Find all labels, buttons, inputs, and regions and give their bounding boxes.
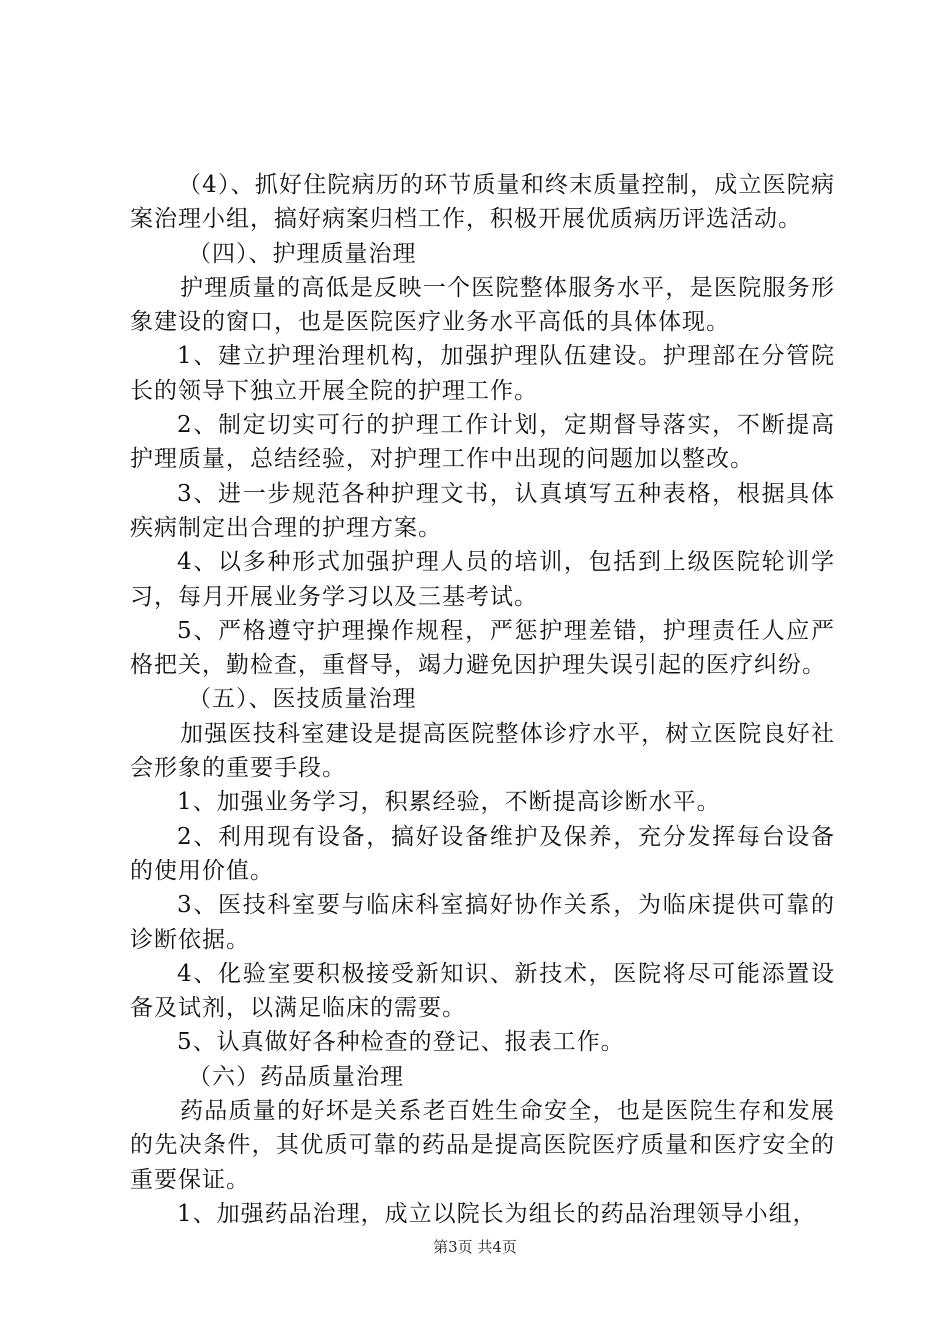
list-item-medical-tech-5: 5、认真做好各种检查的登记、报表工作。 [177,1029,625,1056]
section-heading-medical-tech-quality: （五）、医技质量治理 [188,686,417,713]
list-item-medical-tech-4: 4、化验室要积极接受新知识、新技术，医院将尽可能添置设备及试剂，以满足临床的需要。 [130,960,835,1022]
list-item-nursing-5: 5、严格遵守护理操作规程，严惩护理差错，护理责任人应严格把关，勤检查，重督导，竭力避免因护理失误引起的医疗纠纷。 [130,617,835,679]
paragraph-nursing-intro: 护理质量的高低是反映一个医院整体服务水平，是医院服务形象建设的窗口，也是医院医疗业务水平高低的具体体现。 [130,274,835,336]
list-item-medical-tech-1: 1、加强业务学习，积累经验，不断提高诊断水平。 [177,789,721,816]
list-item-drug-1: 1、加强药品治理，成立以院长为组长的药品治理领导小组， [177,1200,817,1227]
list-item-nursing-4: 4、以多种形式加强护理人员的培训，包括到上级医院轮训学习，每月开展业务学习以及三基考试。 [130,549,835,610]
page-footer: 第3页 共4页 [433,1238,517,1256]
list-item-medical-tech-3: 3、医技科室要与临床科室搞好协作关系，为临床提供可靠的诊断依据。 [130,892,835,953]
list-item-nursing-3: 3、进一步规范各种护理文书，认真填写五种表格，根据具体疾病制定出合理的护理方案。 [130,480,835,541]
paragraph-item-4-case-records: （4）、抓好住院病历的环节质量和终末质量控制，成立医院病案治理小组，搞好病案归档工作，积极开展优质病历评选活动。 [130,172,835,233]
list-item-medical-tech-2: 2、利用现有设备，搞好设备维护及保养，充分发挥每台设备的使用价值。 [130,823,835,884]
list-item-nursing-1: 1、建立护理治理机构，加强护理队伍建设。护理部在分管院长的领导下独立开展全院的护理工作。 [130,343,835,404]
paragraph-medical-tech-intro: 加强医技科室建设是提高医院整体诊疗水平，树立医院良好社会形象的重要手段。 [130,720,835,782]
section-heading-drug-quality: （六）药品质量治理 [188,1063,404,1090]
list-item-nursing-2: 2、制定切实可行的护理工作计划，定期督导落实，不断提高护理质量，总结经验，对护理工作中出现的问题加以整改。 [130,412,835,473]
document-body [130,168,835,1231]
paragraph-drug-intro: 药品质量的好坏是关系老百姓生命安全，也是医院生存和发展的先决条件，其优质可靠的药品是提高医院医疗质量和医疗安全的重要保证。 [130,1098,835,1193]
section-heading-nursing-quality: （四）、护理质量治理 [188,240,417,267]
